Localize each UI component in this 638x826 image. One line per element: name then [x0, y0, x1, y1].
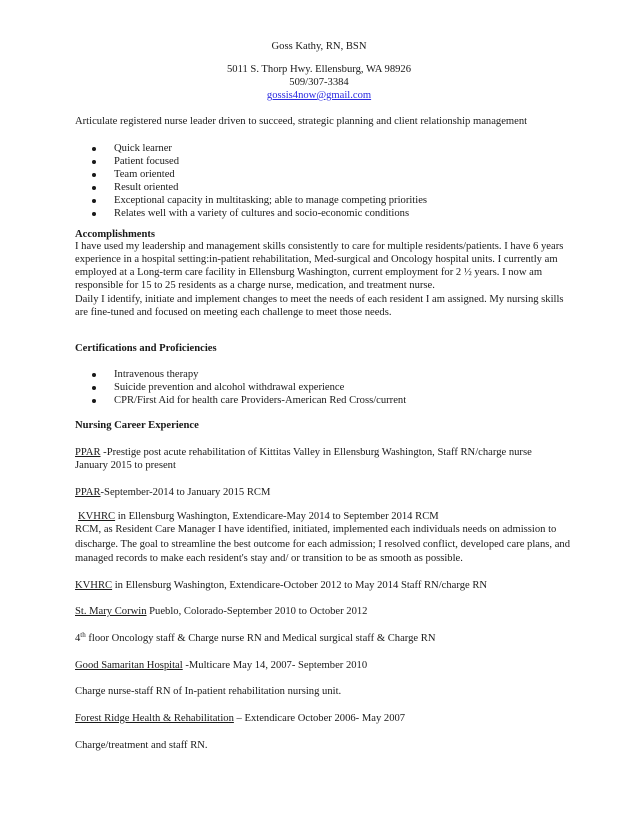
address: 5011 S. Thorp Hwy. Ellensburg, WA 98926 — [226, 64, 412, 75]
accomplishments-line: Daily I identify, initiate and implement changes to meet the needs of each resident I am assigned. My nursing skills — [75, 294, 564, 305]
employer-name: PPAR — [75, 447, 101, 458]
certifications-heading: Certifications and Proficiencies — [75, 343, 217, 354]
entry-detail: in Ellensburg Washington, Extendicare-October 2012 to May 2014 Staff RN/charge RN — [112, 580, 488, 591]
entry-detail: Pueblo, Colorado-September 2010 to October 2012 — [146, 606, 368, 617]
entry-detail: – Extendicare October 2006- May 2007 — [233, 713, 406, 724]
accomplishments-line: I have used my leadership and management skills consistently to care for multiple residents/patients. I have 6 years — [75, 241, 564, 252]
employer-name: KVHRC — [75, 580, 113, 591]
list-item: Relates well with a variety of cultures and socio-economic conditions — [90, 207, 427, 220]
experience-entry — [75, 579, 575, 592]
entry-description: discharge. The goal to streamline the best outcome for each admission; I resolved conflict, developed care plans, and — [75, 539, 570, 550]
experience-entry — [75, 659, 575, 672]
experience-entry — [75, 486, 575, 499]
entry-detail: -September-2014 to January 2015 RCM — [100, 487, 271, 498]
entry-description: managed records to make each resident's stay and/ or transition to be as smooth as possible. — [75, 553, 463, 564]
employer-name: Good Samaritan Hospital — [75, 660, 183, 671]
candidate-name: Goss Kathy, RN, BSN — [271, 41, 367, 52]
employer-name: Forest Ridge Health & Rehabilitation — [75, 713, 234, 724]
summary: Articulate registered nurse leader driven to succeed, strategic planning and client relationship management — [75, 116, 528, 127]
accomplishments-heading: Accomplishments — [75, 229, 156, 240]
list-item: Exceptional capacity in multitasking; able to manage competing priorities — [90, 194, 427, 207]
entry-dates: January 2015 to present — [75, 460, 176, 471]
phone: 509/307-3384 — [289, 77, 349, 88]
list-item: Intravenous therapy — [90, 368, 406, 381]
certifications-list — [90, 368, 406, 407]
entry-description: RCM, as Resident Care Manager I have identified, initiated, implemented each individuals needs on admission to — [75, 524, 557, 535]
list-item: Quick learner — [90, 142, 427, 155]
list-item: Result oriented — [90, 181, 427, 194]
accomplishments-line: responsible for 15 to 25 residents as a charge nurse, medication, and treatment nurse. — [75, 280, 435, 291]
employer-name: KVHRC — [78, 511, 116, 522]
accomplishments-line: are fine-tuned and focused on meeting each challenge to meet those needs. — [75, 307, 392, 318]
floor-ordinal: th — [80, 631, 86, 639]
list-item: Suicide prevention and alcohol withdrawal experience — [90, 381, 406, 394]
experience-heading: Nursing Career Experience — [75, 420, 199, 431]
experience-entry — [75, 632, 575, 645]
skills-list — [90, 142, 427, 220]
list-item: Patient focused — [90, 155, 427, 168]
employer-name: St. Mary Corwin — [75, 606, 147, 617]
email-container — [0, 89, 638, 102]
list-item: Team oriented — [90, 168, 427, 181]
accomplishments-line: experience in a hospital setting:in-patient rehabilitation, Med-surgical and Oncology hospital units. I currently am — [75, 254, 558, 265]
email-link[interactable]: gossis4now@gmail.com — [266, 90, 372, 101]
experience-entry — [75, 446, 575, 459]
experience-entry — [75, 605, 575, 618]
floor-number: 4 — [75, 633, 81, 644]
list-item: CPR/First Aid for health care Providers-American Red Cross/current — [90, 394, 406, 407]
entry-description: Charge/treatment and staff RN. — [75, 740, 208, 751]
entry-detail: floor Oncology staff & Charge nurse RN and Medical surgical staff & Charge RN — [85, 633, 436, 644]
entry-detail: in Ellensburg Washington, Extendicare-May 2014 to September 2014 RCM — [115, 511, 439, 522]
entry-detail: -Multicare May 14, 2007- September 2010 — [182, 660, 368, 671]
accomplishments-line: employed at a Long-term care facility in Ellensburg Washington, current employment for 2 ½ years. I now am — [75, 267, 543, 278]
entry-detail: -Prestige post acute rehabilitation of Kittitas Valley in Ellensburg Washington, Staff RN/charge nurse — [100, 447, 532, 458]
entry-description: Charge nurse-staff RN of In-patient rehabilitation nursing unit. — [75, 686, 342, 697]
employer-name: PPAR — [75, 487, 101, 498]
experience-entry — [75, 510, 575, 523]
experience-entry — [75, 712, 575, 725]
